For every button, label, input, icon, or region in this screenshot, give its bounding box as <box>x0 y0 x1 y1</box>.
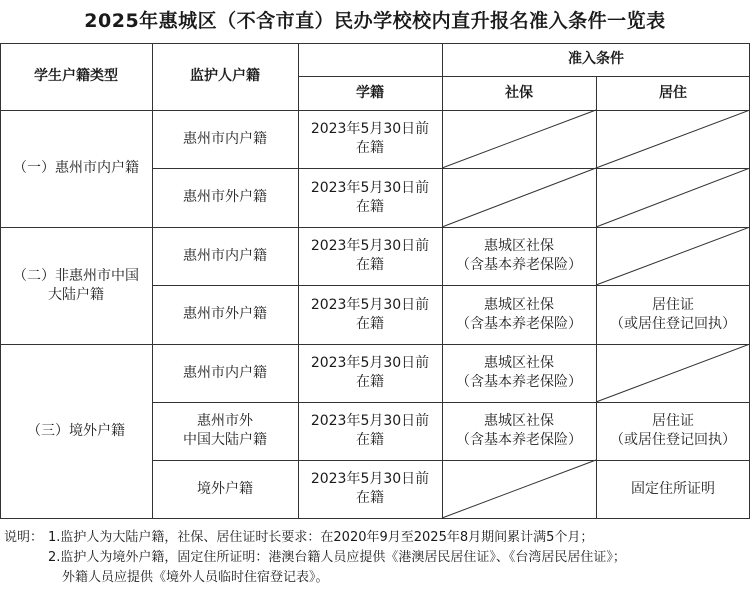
guardian-cell <box>152 402 298 460</box>
guardian-cell: 境外户籍 <box>197 480 253 497</box>
social-security-note: （含基本养老保险） <box>456 374 582 390</box>
social-security-note: （含基本养老保险） <box>456 315 582 332</box>
social-security-name: 惠城区社保 <box>484 296 554 313</box>
group-label-huizhou: （一）惠州市内户籍 <box>13 160 139 176</box>
notes-section <box>4 528 748 588</box>
notes-label: 说明： <box>4 530 44 545</box>
residence-note: （或居住登记回执） <box>610 315 736 332</box>
school-reg-status: 在籍 <box>355 374 384 390</box>
school-reg-cell <box>298 110 442 168</box>
school-reg-cell <box>298 402 442 460</box>
group-label-non-huizhou <box>0 227 152 344</box>
school-reg-status: 在籍 <box>355 140 384 156</box>
social-security-note: （含基本养老保险） <box>456 257 582 273</box>
header-school-reg: 学籍 <box>356 84 384 101</box>
empty-cell-slash <box>596 110 750 168</box>
guardian-line: 中国大陆户籍 <box>183 432 267 448</box>
school-reg-date: 2023年5月30日前 <box>310 238 430 254</box>
school-reg-cell <box>298 227 442 285</box>
school-reg-date: 2023年5月30日前 <box>310 179 430 196</box>
empty-cell-slash <box>596 344 750 402</box>
social-security-cell <box>442 402 596 460</box>
school-reg-status: 在籍 <box>355 257 384 273</box>
school-reg-date: 2023年5月30日前 <box>310 413 430 429</box>
guardian-cell: 惠州市外户籍 <box>183 306 267 322</box>
note-text: 1.监护人为大陆户籍，社保、居住证时长要求：在2020年9月至2025年8月期间累计满5个月； <box>48 530 594 545</box>
school-reg-cell <box>298 285 442 344</box>
residence-cell: 固定住所证明 <box>631 480 715 497</box>
empty-cell-slash <box>442 460 596 518</box>
guardian-cell: 惠州市内户籍 <box>183 364 267 381</box>
empty-cell-slash <box>442 110 596 168</box>
notes-label-spacer <box>4 568 62 588</box>
header-student-type: 学生户籍类型 <box>34 68 118 84</box>
school-reg-status: 在籍 <box>355 315 384 332</box>
note-row <box>4 528 748 548</box>
note-row <box>4 568 748 588</box>
social-security-cell <box>442 344 596 402</box>
notes-label-spacer <box>4 548 48 568</box>
note-row <box>4 548 748 568</box>
group-label-line: 大陆户籍 <box>48 286 104 303</box>
school-reg-date: 2023年5月30日前 <box>310 471 430 487</box>
guardian-cell: 惠州市内户籍 <box>183 130 267 147</box>
residence-cell <box>596 402 750 460</box>
header-conditions: 准入条件 <box>568 51 624 67</box>
group-label-line: （二）非惠州市中国 <box>13 267 139 284</box>
social-security-cell <box>442 227 596 285</box>
empty-cell-slash <box>596 168 750 227</box>
guardian-cell: 惠州市内户籍 <box>183 247 267 264</box>
social-security-note: （含基本养老保险） <box>456 432 582 448</box>
school-reg-status: 在籍 <box>355 432 384 448</box>
school-reg-date: 2023年5月30日前 <box>310 355 430 371</box>
header-guardian-type: 监护人户籍 <box>190 68 260 84</box>
social-security-name: 惠城区社保 <box>484 238 554 254</box>
residence-cell <box>596 285 750 344</box>
social-security-name: 惠城区社保 <box>484 413 554 429</box>
guardian-cell: 惠州市外户籍 <box>183 189 267 205</box>
header-residence: 居住 <box>659 84 687 101</box>
empty-cell-slash <box>442 168 596 227</box>
page-title: 2025年惠城区（不含市直）民办学校校内直升报名准入条件一览表 <box>84 10 666 32</box>
school-reg-cell <box>298 460 442 518</box>
school-reg-cell <box>298 168 442 227</box>
school-reg-cell <box>298 344 442 402</box>
social-security-cell <box>442 285 596 344</box>
school-reg-date: 2023年5月30日前 <box>310 121 430 137</box>
group-label-overseas: （三）境外户籍 <box>27 422 125 439</box>
empty-cell-slash <box>596 227 750 285</box>
note-text: 外籍人员应提供《境外人员临时住宿登记表》。 <box>62 570 329 585</box>
school-reg-date: 2023年5月30日前 <box>310 296 430 313</box>
residence-name: 居住证 <box>652 296 694 313</box>
guardian-line: 惠州市外 <box>197 413 253 429</box>
school-reg-status: 在籍 <box>355 198 384 215</box>
school-reg-status: 在籍 <box>355 490 384 506</box>
social-security-name: 惠城区社保 <box>484 355 554 371</box>
residence-note: （或居住登记回执） <box>610 432 736 448</box>
note-text: 2.监护人为境外户籍，固定住所证明：港澳台籍人员应提供《港澳居民居住证》、《台湾居民居住证》； <box>48 550 626 565</box>
header-social-security: 社保 <box>505 84 533 101</box>
residence-name: 居住证 <box>652 413 694 429</box>
